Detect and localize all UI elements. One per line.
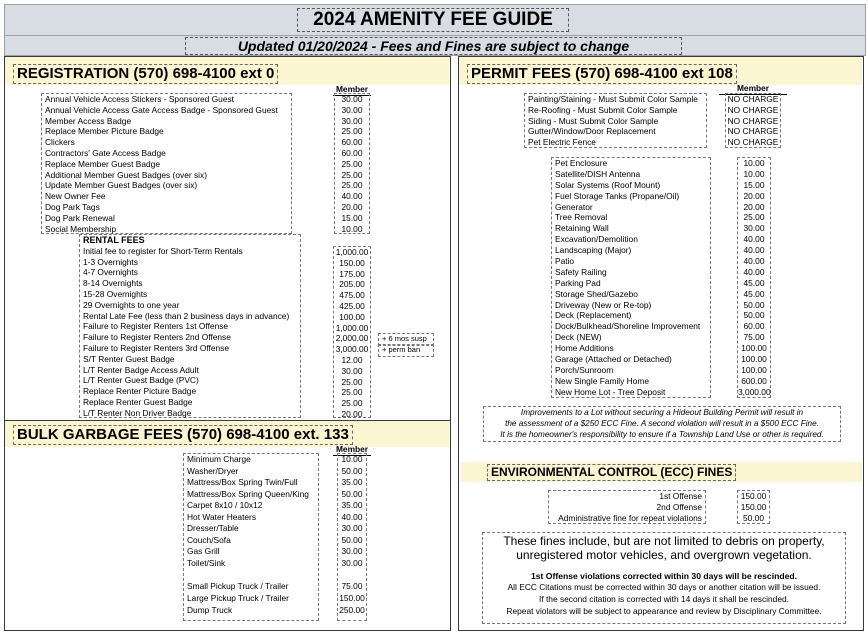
ecc-notice-small-line: If the second citation is corrected with 14 days it shall be rescinded. [539, 593, 789, 604]
permit-item-value: NO CHARGE [727, 94, 779, 104]
fee-item-label: Member Access Badge [45, 115, 132, 126]
rental-item-label: Rental Late Fee (less than 2 business days in advance) [83, 310, 290, 321]
permit-notice [483, 406, 841, 442]
permit-item-value: 10.00 [743, 158, 765, 168]
permit-item-value: 100.00 [741, 354, 767, 365]
bulk-item-label: Dump Truck [187, 605, 233, 615]
permit-member-label: Member [719, 83, 787, 95]
fee-item-value: 25.00 [341, 180, 363, 191]
rental-item-label: Failure to Register Renters 2nd Offense [83, 332, 231, 343]
ecc-values [737, 490, 770, 524]
ecc-notice-line: These fines include, but are not limited to debris on property, [503, 534, 825, 548]
rental-item-value: 20.00 [341, 408, 363, 419]
ecc-item-value: 150.00 [740, 491, 767, 501]
permit-item-label: Storage Shed/Gazebo [555, 288, 638, 299]
fee-item-value: 25.00 [341, 169, 363, 180]
registration-member-label: Member [333, 84, 371, 96]
ecc-item-label: 1st Offense [659, 491, 702, 501]
bulk-item-value: 30.00 [341, 557, 363, 568]
permit-item-label: Painting/Staining - Must Submit Color Sample [528, 94, 698, 104]
fee-item-label: Replace Member Picture Badge [45, 126, 164, 137]
permit-item-value: 40.00 [743, 256, 765, 267]
fee-item-label: Update Member Guest Badges (over six) [45, 180, 198, 191]
fee-item-value: 30.00 [341, 115, 363, 126]
bulk-item-value: 30.00 [341, 523, 363, 533]
permit-item-value: 45.00 [743, 288, 765, 299]
permit-item-label: New Single Family Home [555, 375, 650, 386]
permit-notice-line: the assessment of a $250 ECC Fine. A second violation will result in a $500 ECC Fine. [505, 419, 819, 428]
permit-item-label: Pet Electric Fence [528, 137, 596, 148]
rental-item-label: Initial fee to register for Short-Term Rentals [83, 245, 243, 256]
rental-item-label: 1-3 Overnights [83, 256, 138, 267]
rental-item-label: L/T Renter Guest Badge (PVC) [83, 375, 199, 386]
fee-item-label: Dog Park Tags [45, 201, 100, 212]
permit-item-label: Retaining Wall [555, 223, 609, 234]
bulk-item-value: 150.00 [339, 593, 365, 603]
permit-item-value: 30.00 [743, 223, 765, 234]
permit-item-value: 600.00 [741, 375, 767, 386]
ecc-labels [548, 490, 706, 524]
bulk-item-value: 10.00 [341, 454, 363, 464]
fee-item-value: 30.00 [341, 104, 363, 115]
bulk-member-label: Member [333, 444, 371, 456]
rental-item-value: 3,000.00 [335, 344, 369, 355]
fee-item-value: 25.00 [341, 158, 363, 169]
fee-item-value: 60.00 [341, 147, 363, 158]
registration-heading: REGISTRATION (570) 698-4100 ext 0 [13, 64, 278, 84]
permit-item-label: Dock/Bulkhead/Shoreline Improvement [555, 321, 701, 332]
rental-item-label: Replace Renter Picture Badge [83, 386, 197, 397]
rental-item-value: 25.00 [341, 387, 363, 398]
permit-item-value: 75.00 [743, 332, 765, 343]
rental-labels [79, 234, 301, 418]
permit-item-label: Garage (Attached or Detached) [555, 354, 672, 365]
permit-heading: PERMIT FEES (570) 698-4100 ext 108 [467, 64, 737, 84]
rental-item-label: Failure to Register Renters 3rd Offense [83, 342, 230, 353]
permit-item-value: NO CHARGE [727, 104, 779, 115]
permit-item-label: Deck (NEW) [555, 332, 602, 343]
fee-item-value: 30.00 [341, 94, 363, 104]
permit-item-label: Deck (Replacement) [555, 310, 632, 321]
page-subtitle: Updated 01/20/2024 - Fees and Fines are subject to change [185, 37, 682, 55]
rental-item-value: 30.00 [341, 365, 363, 376]
permit-item-label: Landscaping (Major) [555, 245, 632, 256]
permit-item-label: Gutter/Window/Door Replacement [528, 126, 656, 137]
ecc-item-label: 2nd Offense [656, 501, 702, 512]
bulk-item-label: Mattress/Box Spring Queen/King [187, 488, 309, 499]
rental-item-value: 25.00 [341, 398, 363, 409]
bulk-item-label: Hot Water Heaters [187, 511, 257, 522]
registration-labels [41, 93, 292, 234]
permit-item-value: 15.00 [743, 179, 765, 190]
permit-item-value: 50.00 [743, 299, 765, 310]
permit-item-value: 50.00 [743, 310, 765, 321]
fee-item-label: New Owner Fee [45, 191, 106, 202]
permit-notice-line: It is the homeowner's responsibility to ensure if a Township Land Use or other is required. [500, 430, 824, 439]
bulk-values [337, 453, 367, 621]
bulk-item-label: Washer/Dryer [187, 465, 239, 476]
bulk-item-label: Couch/Sofa [187, 534, 231, 545]
rental-item-value: 475.00 [339, 290, 365, 301]
rental-item-value: 175.00 [339, 268, 365, 279]
permit-values-b [737, 157, 771, 398]
bulk-item-value: 75.00 [341, 581, 363, 591]
permit-item-value: 10.00 [743, 168, 765, 179]
fee-item-label: Contractors' Gate Access Badge [45, 147, 166, 158]
rental-item-label: Failure to Register Renters 1st Offense [83, 321, 229, 332]
rental-heading: RENTAL FEES [83, 235, 145, 245]
ecc-item-label: Administrative fine for repeat violations [558, 512, 702, 523]
permit-item-label: Siding - Must Submit Color Sample [528, 115, 659, 126]
fee-item-label: Social Membership [45, 223, 117, 234]
permit-item-value: NO CHARGE [727, 126, 779, 137]
bulk-item-label: Minimum Charge [187, 454, 251, 464]
permit-item-label: New Home Lot - Tree Deposit [555, 386, 666, 397]
permit-item-label: Parking Pad [555, 277, 601, 288]
permit-item-value: NO CHARGE [727, 115, 779, 126]
bulk-item-value: 50.00 [341, 465, 363, 476]
rental-item-value: 1,000.00 [335, 322, 369, 333]
bulk-item-value: 30.00 [341, 546, 363, 556]
bulk-item-label: Small Pickup Truck / Trailer [187, 581, 289, 591]
permit-item-value: 20.00 [743, 190, 765, 201]
rental-item-value: 205.00 [339, 279, 365, 290]
permit-item-label: Patio [555, 256, 575, 267]
bulk-item-label: Dresser/Table [187, 523, 239, 533]
bulk-labels [183, 453, 319, 621]
rental-item-label: S/T Renter Guest Badge [83, 353, 175, 364]
rental-values [333, 246, 371, 418]
rental-item-value: 12.00 [341, 354, 363, 365]
permit-item-label: Home Additions [555, 343, 614, 354]
fee-item-value: 25.00 [341, 126, 363, 137]
permit-item-label: Re-Roofing - Must Submit Color Sample [528, 104, 678, 115]
permit-item-label: Excavation/Demolition [555, 234, 638, 245]
permit-item-value: 25.00 [743, 212, 765, 223]
permit-item-label: Pet Enclosure [555, 158, 608, 168]
bulk-item-value: 35.00 [341, 477, 363, 487]
rental-item-label: 8-14 Overnights [83, 278, 143, 289]
permit-item-label: Satellite/DISH Antenna [555, 168, 641, 179]
permit-values-a [725, 93, 781, 148]
bulk-item-value: 40.00 [341, 511, 363, 522]
rental-item-label: L/T Renter Non Driver Badge [83, 407, 192, 418]
fee-item-value: 10.00 [341, 223, 363, 234]
fee-item-value: 60.00 [341, 137, 363, 148]
ecc-item-value: 50.00 [743, 512, 764, 523]
bulk-item-label: Large Pickup Truck / Trailer [187, 593, 289, 603]
bulk-item-label: Carpet 8x10 / 10x12 [187, 500, 263, 510]
permit-item-label: Safety Railing [555, 266, 607, 277]
ecc-notice [482, 532, 846, 624]
permit-item-value: 100.00 [741, 343, 767, 354]
bulk-item-value: 250.00 [339, 605, 365, 615]
rental-item-label: 29 Overnights to one year [83, 299, 180, 310]
rental-item-value: 425.00 [339, 300, 365, 311]
page-title: 2024 AMENITY FEE GUIDE [297, 8, 569, 32]
registration-values [334, 93, 370, 234]
permit-item-label: Tree Removal [555, 212, 608, 223]
fee-item-label: Annual Vehicle Access Stickers - Sponsored Guest [45, 94, 235, 104]
bulk-item-label: Mattress/Box Spring Twin/Full [187, 477, 298, 487]
rental-item-label: L/T Renter Badge Access Adult [83, 364, 199, 375]
permit-item-label: Driveway (New or Re-top) [555, 299, 652, 310]
permit-item-value: NO CHARGE [727, 137, 779, 148]
fee-item-value: 40.00 [341, 191, 363, 202]
fee-item-value: 20.00 [341, 201, 363, 212]
ecc-notice-line: unregistered motor vehicles, and overgrown vegetation. [516, 547, 812, 562]
permit-item-label: Porch/Sunroom [555, 364, 614, 375]
rental-item-value: 2,000.00 [335, 333, 369, 344]
fee-item-label: Annual Vehicle Access Gate Access Badge - Sponsored Guest [45, 104, 278, 115]
fee-item-label: Clickers [45, 137, 75, 148]
bulk-heading: BULK GARBAGE FEES (570) 698-4100 ext. 133 [13, 425, 353, 445]
bulk-item-label: Toilet/Sink [187, 557, 226, 568]
permit-labels-a [524, 93, 707, 148]
permit-item-value: 60.00 [743, 321, 765, 332]
bulk-item-label: Gas Grill [187, 546, 220, 556]
permit-notice-line: Improvements to a Lot without securing a Hideout Building Permit will result in [520, 408, 804, 417]
ecc-notice-bold: 1st Offense violations corrected within 30 days will be rescinded. [530, 571, 797, 581]
rental-item-value: 1,000.00 [335, 247, 369, 257]
note-2nd-offense: + 6 mos susp [378, 333, 434, 346]
rental-item-label: Replace Renter Guest Badge [83, 396, 193, 407]
rental-item-label: 15-28 Overnights [83, 288, 148, 299]
bulk-item-value: 50.00 [341, 534, 363, 545]
bulk-item-value: 50.00 [341, 488, 363, 499]
fee-item-label: Additional Member Guest Badges (over six) [45, 169, 207, 180]
ecc-notice-small-line: Repeat violators will be subject to appearance and review by Disciplinary Committee. [506, 605, 822, 616]
rental-item-value: 150.00 [339, 257, 365, 268]
rental-item-label: 4-7 Overnights [83, 267, 138, 278]
permit-item-value: 3,000.00 [738, 386, 771, 397]
note-3rd-offense: + perm ban [378, 344, 434, 357]
permit-item-value: 45.00 [743, 277, 765, 288]
permit-item-value: 40.00 [743, 245, 765, 256]
ecc-notice-small-line: All ECC Citations must be corrected within 30 days or another citation will be issued. [507, 582, 821, 592]
fee-item-label: Dog Park Renewal [45, 212, 115, 223]
permit-item-label: Fuel Storage Tanks (Propane/Oil) [555, 190, 680, 201]
ecc-item-value: 150.00 [740, 501, 767, 512]
fee-item-value: 15.00 [341, 212, 363, 223]
permit-item-value: 40.00 [743, 234, 765, 245]
ecc-heading: ENVIRONMENTAL CONTROL (ECC) FINES [487, 464, 736, 481]
permit-labels-b [551, 157, 711, 398]
bulk-item-value: 35.00 [341, 500, 363, 510]
rental-item-value: 100.00 [339, 311, 365, 322]
permit-item-value: 100.00 [741, 364, 767, 375]
fee-item-label: Replace Member Guest Badge [45, 158, 160, 169]
permit-item-label: Solar Systems (Roof Mount) [555, 179, 661, 190]
permit-item-label: Generator [555, 201, 593, 212]
rental-item-value: 25.00 [341, 376, 363, 387]
permit-item-value: 20.00 [743, 201, 765, 212]
permit-item-value: 40.00 [743, 266, 765, 277]
